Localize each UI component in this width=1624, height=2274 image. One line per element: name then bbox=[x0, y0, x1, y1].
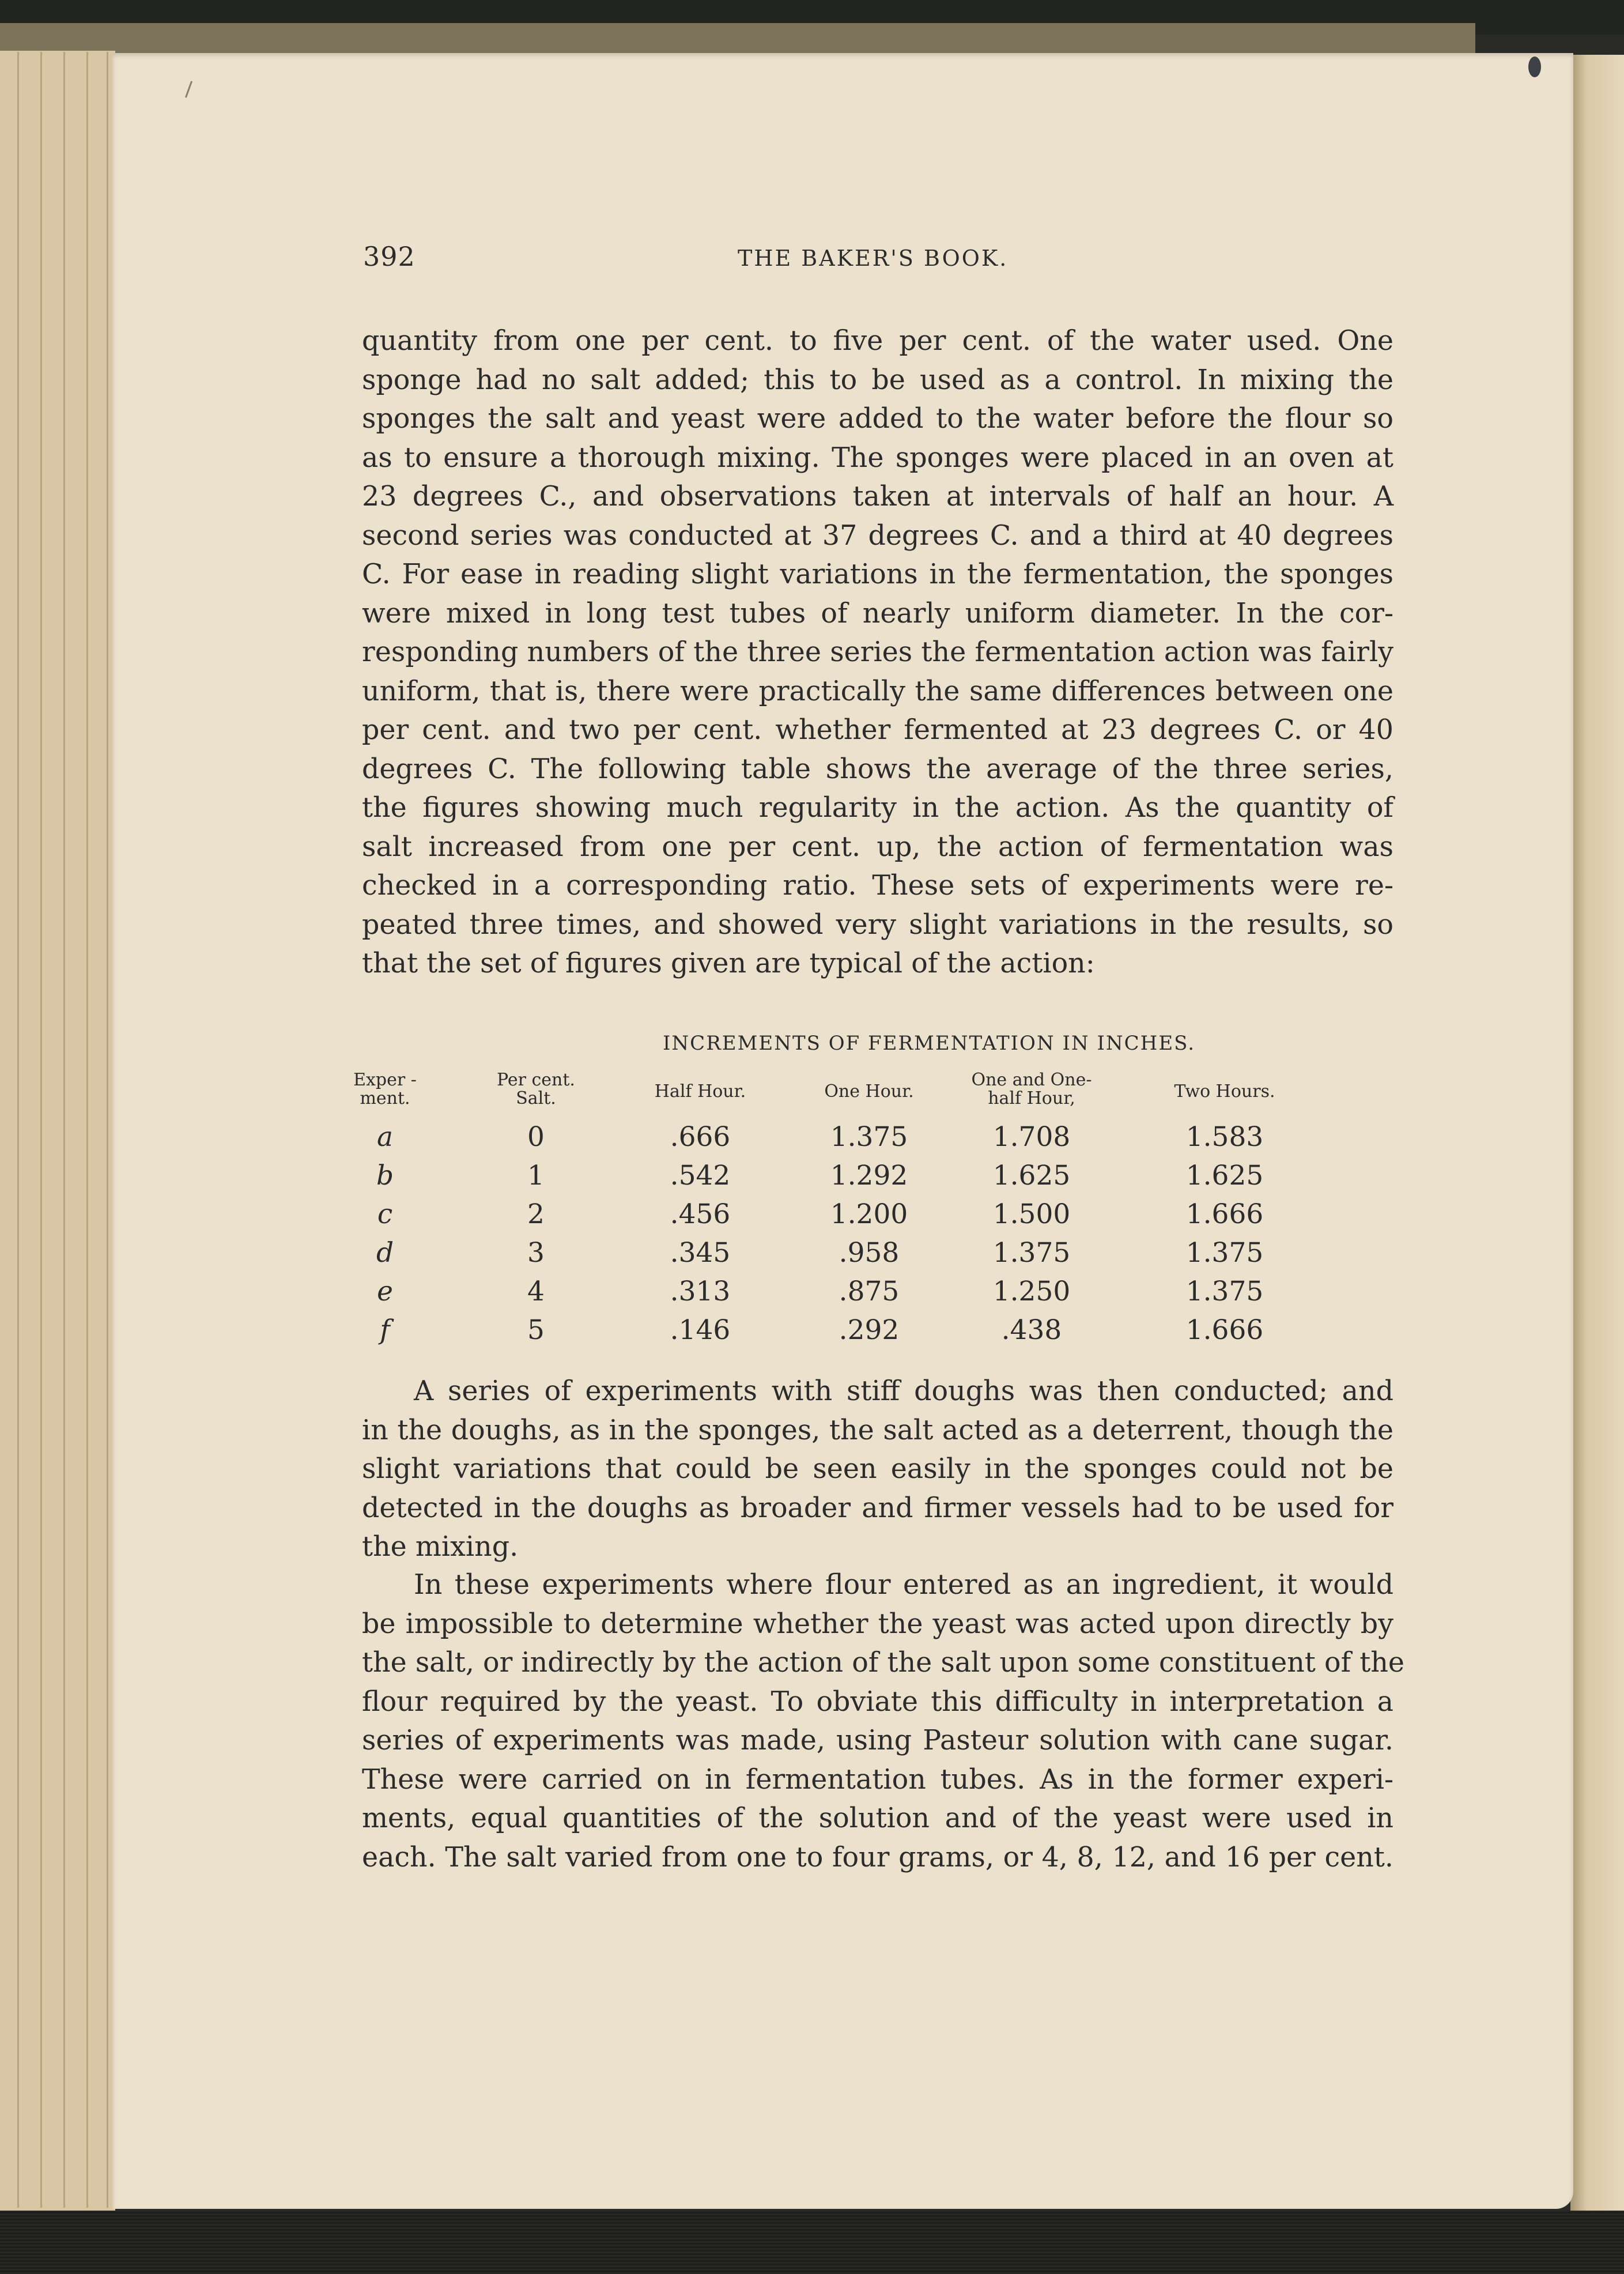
experiment-label: e bbox=[377, 1276, 393, 1307]
text-line: uniform, that is, there were practically the same differences between one bbox=[362, 675, 1393, 707]
header-text: Salt. bbox=[516, 1088, 556, 1108]
table-cell: .313 bbox=[670, 1276, 731, 1307]
experiment-label: d bbox=[376, 1237, 394, 1269]
header-text: Two Hours. bbox=[1174, 1081, 1275, 1102]
text-line: peated three times, and showed very slight variations in the results, so bbox=[362, 908, 1393, 941]
text-line: be impossible to determine whether the yeast was acted upon directly by bbox=[362, 1608, 1393, 1640]
text-line: In these experiments where flour entered as an ingredient, it would bbox=[414, 1569, 1393, 1601]
table-cell: 4 bbox=[527, 1276, 545, 1307]
header-text: One Hour. bbox=[824, 1081, 914, 1102]
experiment-label: b bbox=[376, 1160, 394, 1191]
table-cell: 1.375 bbox=[1185, 1276, 1264, 1307]
table-cell: 1.666 bbox=[1185, 1198, 1264, 1230]
table-cell: 1.666 bbox=[1185, 1314, 1264, 1346]
table-cell: 1.500 bbox=[992, 1198, 1071, 1230]
text-line: ments, equal quantities of the solution and of the yeast were used in bbox=[362, 1802, 1393, 1834]
table-cell: .456 bbox=[670, 1198, 731, 1230]
header-experiment bbox=[310, 1071, 460, 1108]
facing-page-edge bbox=[1570, 55, 1624, 2211]
text-line: were mixed in long test tubes of nearly uniform diameter. In the cor- bbox=[362, 597, 1393, 629]
table-cell: 1.583 bbox=[1185, 1121, 1264, 1153]
page-edge-line bbox=[17, 52, 19, 2208]
text-line: flour required by the yeast. To obviate this difficulty in interpretation a bbox=[362, 1685, 1393, 1718]
table-cell: 1.375 bbox=[830, 1121, 908, 1153]
text-line: quantity from one per cent. to five per cent. of the water used. One bbox=[362, 325, 1393, 357]
text-line: checked in a corresponding ratio. These sets of experiments were re- bbox=[362, 870, 1393, 902]
table-cell: 1.292 bbox=[830, 1160, 908, 1191]
header-text: Exper - bbox=[353, 1070, 417, 1090]
table-cell: 0 bbox=[527, 1121, 545, 1153]
page-edge-line bbox=[107, 52, 108, 2208]
header-half-hour bbox=[625, 1083, 775, 1101]
text-line: that the set of figures given are typical of the action: bbox=[362, 948, 1095, 979]
running-head bbox=[363, 241, 1400, 276]
text-line: salt increased from one per cent. up, the action of fermentation was bbox=[362, 831, 1393, 863]
table-cell: 3 bbox=[527, 1237, 545, 1269]
paragraph-3 bbox=[362, 1566, 1405, 1877]
text-line: detected in the doughs as broader and firmer vessels had to be used for bbox=[362, 1492, 1393, 1524]
page-edge-line bbox=[86, 52, 88, 2208]
table-cell: 1.375 bbox=[992, 1237, 1071, 1269]
page-edge-line bbox=[40, 52, 42, 2208]
text-line: each. The salt varied from one to four grams, or 4, 8, 12, and 16 per cent. bbox=[362, 1841, 1393, 1873]
header-text: half Hour, bbox=[988, 1088, 1075, 1108]
book-cover-bottom bbox=[0, 2211, 1624, 2274]
text-line: per cent. and two per cent. whether fermented at 23 degrees C. or 40 bbox=[362, 714, 1393, 746]
text-line: A series of experiments with stiff doughs was then conducted; and bbox=[414, 1375, 1393, 1407]
header-text: One and One- bbox=[971, 1070, 1092, 1090]
page-number: 392 bbox=[363, 241, 416, 272]
table-cell: 1.625 bbox=[1185, 1160, 1264, 1191]
text-line: in the doughs, as in the sponges, the salt acted as a deterrent, though the bbox=[362, 1414, 1393, 1446]
table-cell: .438 bbox=[1001, 1314, 1062, 1346]
book-board-top bbox=[0, 23, 1475, 58]
header-one-and-half-hour bbox=[957, 1071, 1106, 1108]
header-text: Per cent. bbox=[497, 1070, 575, 1090]
table-cell: .666 bbox=[670, 1121, 731, 1153]
text-line: the salt, or indirectly by the action of the salt upon some constituent of the bbox=[362, 1647, 1405, 1679]
text-line: sponge had no salt added; this to be used as a control. In mixing the bbox=[362, 364, 1393, 396]
experiment-label: f bbox=[380, 1314, 390, 1346]
header-text: Half Hour. bbox=[654, 1081, 746, 1102]
table-cell: .345 bbox=[670, 1237, 731, 1269]
table-cell: .875 bbox=[839, 1276, 900, 1307]
table-cell: 5 bbox=[527, 1314, 545, 1346]
running-title: THE BAKER'S BOOK. bbox=[738, 246, 1009, 271]
text-line: the mixing. bbox=[362, 1531, 519, 1563]
table-cell: 1.250 bbox=[992, 1276, 1071, 1307]
header-two-hours bbox=[1150, 1083, 1300, 1101]
text-line: as to ensure a thorough mixing. The sponges were placed in an oven at bbox=[362, 442, 1393, 474]
table-cell: 1.625 bbox=[992, 1160, 1071, 1191]
text-line: degrees C. The following table shows the average of the three series, bbox=[362, 753, 1393, 785]
experiment-label: c bbox=[377, 1198, 393, 1230]
table-cell: 1.708 bbox=[992, 1121, 1071, 1153]
text-line: slight variations that could be seen easily in the sponges could not be bbox=[362, 1453, 1393, 1485]
table-cell: .542 bbox=[670, 1160, 731, 1191]
page-edge-line bbox=[63, 52, 65, 2208]
table-cell: 1.200 bbox=[830, 1198, 908, 1230]
header-per-cent-salt bbox=[461, 1071, 611, 1108]
table-cell: 1.375 bbox=[1185, 1237, 1264, 1269]
header-text: ment. bbox=[360, 1088, 410, 1108]
table-cell: 2 bbox=[527, 1198, 545, 1230]
table-title: INCREMENTS OF FERMENTATION IN INCHES. bbox=[663, 1032, 1196, 1055]
text-line: the figures showing much regularity in the action. As the quantity of bbox=[362, 792, 1393, 824]
text-line: 23 degrees C., and observations taken at intervals of half an hour. A bbox=[362, 481, 1393, 512]
header-one-hour bbox=[794, 1083, 944, 1101]
ink-blot bbox=[1528, 56, 1541, 77]
table-cell: .146 bbox=[670, 1314, 731, 1346]
table-cell: 1 bbox=[527, 1160, 545, 1191]
table-cell: .292 bbox=[839, 1314, 900, 1346]
text-line: second series was conducted at 37 degrees C. and a third at 40 degrees bbox=[362, 519, 1393, 552]
text-line: responding numbers of the three series the fermentation action was fairly bbox=[362, 636, 1393, 668]
text-line: These were carried on in fermentation tubes. As in the former experi- bbox=[362, 1763, 1393, 1796]
text-line: series of experiments was made, using Pasteur solution with cane sugar. bbox=[362, 1725, 1393, 1756]
paragraph-2 bbox=[362, 1372, 1393, 1567]
table-cell: .958 bbox=[839, 1237, 900, 1269]
experiment-label: a bbox=[376, 1121, 394, 1153]
text-line: C. For ease in reading slight variations in the fermentation, the sponges bbox=[362, 559, 1393, 590]
text-line: sponges the salt and yeast were added to the water before the flour so bbox=[362, 403, 1393, 435]
paragraph-1 bbox=[362, 322, 1393, 983]
